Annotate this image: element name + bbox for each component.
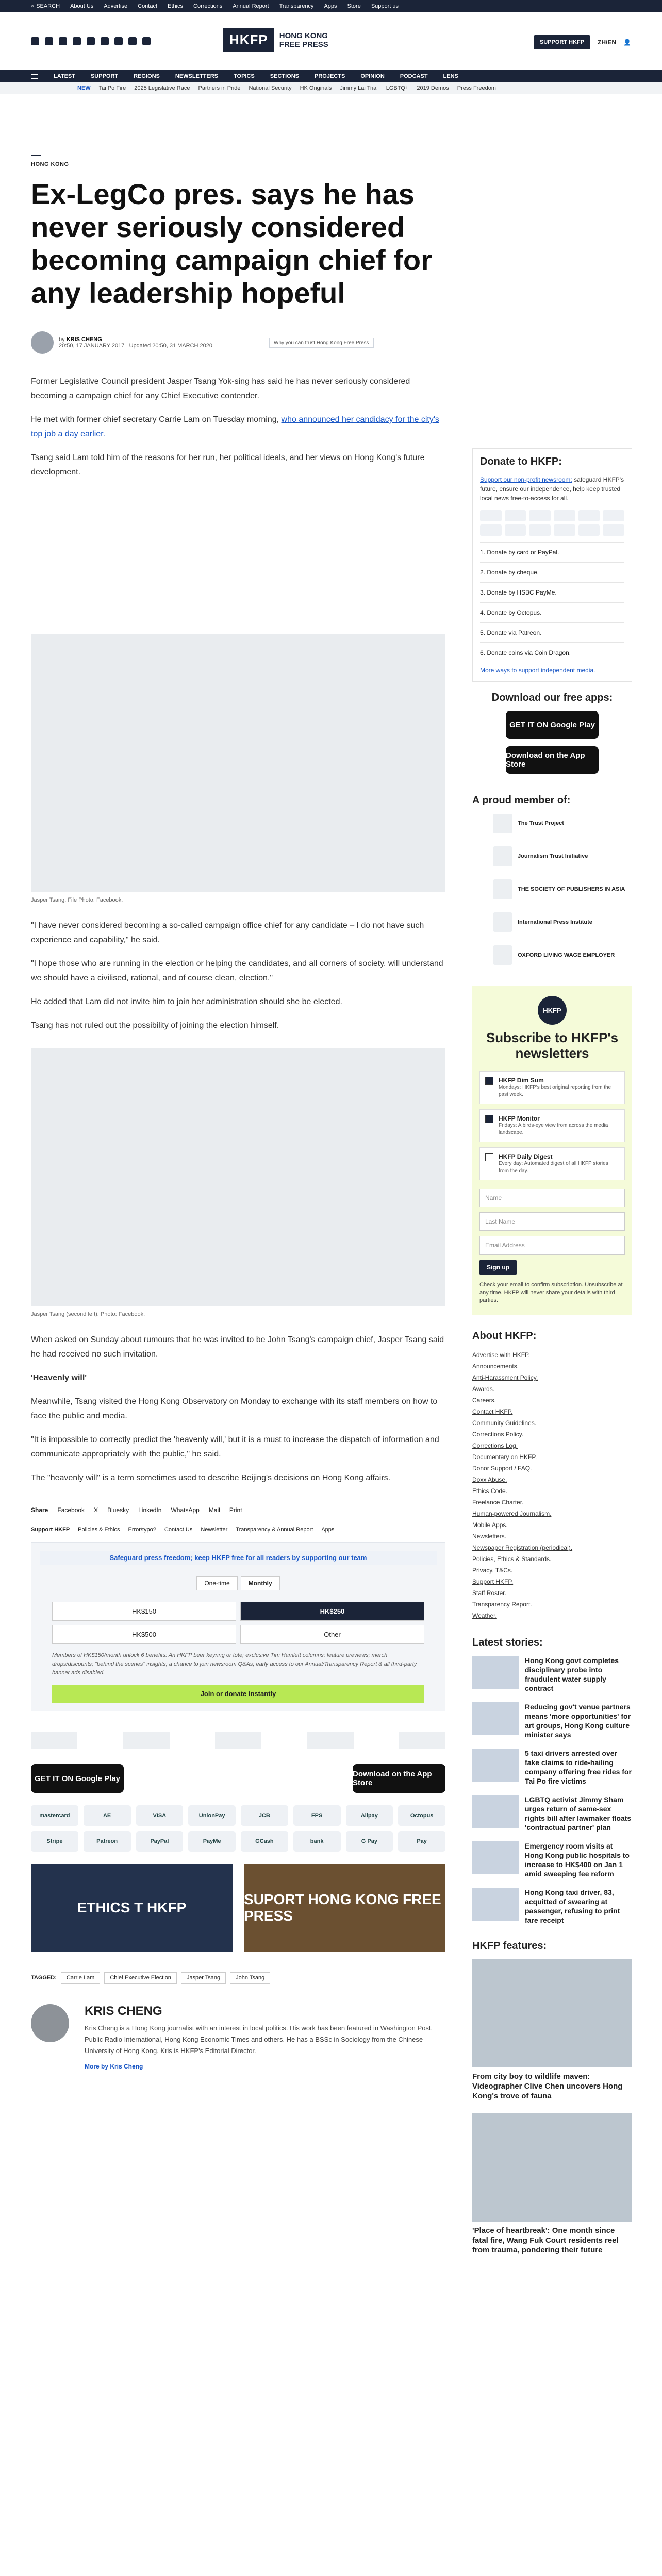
payment-icon[interactable]: PayPal (136, 1831, 184, 1852)
share-bluesky[interactable]: Bluesky (107, 1506, 129, 1514)
paragraph: Tsang said Lam told him of the reasons for her run, her political ideals, and her views on Hong Kong's future development. (31, 453, 425, 477)
tag[interactable]: Chief Executive Election (104, 1972, 177, 1984)
linkedin-icon[interactable] (142, 37, 151, 45)
paragraph: The "heavenly will" is a term sometimes used to describe Beijing's decisions on Hong Kong affairs. (31, 1473, 391, 1482)
payment-icon[interactable]: Patreon (84, 1831, 131, 1852)
nav-item[interactable]: NEWSLETTERS (175, 73, 219, 79)
topbar-link[interactable]: Ethics (168, 3, 184, 9)
social-icons (31, 37, 151, 45)
about-link[interactable]: Weather. (472, 1612, 497, 1619)
share-x[interactable]: X (94, 1506, 98, 1514)
card-icon[interactable] (529, 524, 551, 536)
jti-logo[interactable] (123, 1732, 170, 1749)
nav-item[interactable]: TOPICS (234, 73, 255, 79)
topbar-link[interactable]: Advertise (104, 3, 128, 9)
about-link[interactable]: Human-powered Journalism. (472, 1510, 552, 1517)
topbar-link[interactable]: Annual Report (233, 3, 269, 9)
trending-link[interactable]: Partners in Pride (198, 85, 241, 91)
updated-date: Updated 20:50, 31 MARCH 2020 (129, 343, 213, 349)
donate-option[interactable]: 3. Donate by HSBC PayMe. (480, 582, 624, 602)
member-benefits: Members of HK$150/month unlock 6 benefits: An HKFP beer keyring or tote; exclusive Tim Hamlett columns; feature previews; merch drops/discounts; "behind the scenes" insights; a chance to join newsroom Q&As; early access to our Annual/Transparency Report & all third-party banner ads disabled. (52, 1652, 417, 1676)
about-link[interactable]: Anti-Harassment Policy. (472, 1374, 538, 1381)
story-item[interactable]: Reducing gov't venue partners means 'more opportunities' for art groups, Hong Kong culture minister says (472, 1702, 632, 1739)
about-link[interactable]: Freelance Charter. (472, 1499, 524, 1506)
sidebar-app-buttons (472, 711, 632, 774)
footer-link[interactable]: Error/typo? (128, 1527, 156, 1533)
member-logo[interactable]: Journalism Trust Initiative (493, 846, 588, 866)
share-mail[interactable]: Mail (208, 1506, 220, 1514)
feature-item[interactable]: From city boy to wildlife maven: Videographer Clive Chen uncovers Hong Kong's trove of fauna (472, 1959, 632, 2101)
story-item[interactable]: Hong Kong taxi driver, 83, acquitted of swearing at passenger, refusing to print fare receipt (472, 1888, 632, 1925)
user-icon[interactable]: 👤 (623, 39, 631, 46)
latest-title: Latest stories: (472, 1637, 543, 1648)
amount-option-selected[interactable]: HK$250 (240, 1602, 424, 1621)
footer-link[interactable]: Transparency & Annual Report (236, 1527, 313, 1533)
story-thumb (472, 1795, 519, 1828)
payment-icon[interactable]: Octopus (398, 1805, 445, 1826)
frequency-toggle (40, 1576, 437, 1590)
donate-option[interactable]: 4. Donate by Octopus. (480, 602, 624, 622)
newsletter-option[interactable]: HKFP Daily Digest Every day: Automated digest of all HKFP stories from the day. (479, 1147, 625, 1180)
story-item[interactable]: Hong Kong govt completes disciplinary probe into fraudulent water supply contract (472, 1656, 632, 1693)
trust-note-link[interactable]: Why you can trust Hong Kong Free Press (269, 338, 374, 348)
about-link[interactable]: Careers. (472, 1397, 496, 1404)
about-links (472, 1349, 632, 1621)
nav-item[interactable]: REGIONS (134, 73, 160, 79)
paragraph: Meanwhile, Tsang visited the Hong Kong Observatory on Monday to exchange with its staff members on how to face the public and media. (31, 1397, 438, 1420)
tags-row (31, 1972, 445, 1984)
nav-item[interactable]: SECTIONS (270, 73, 300, 79)
member-logo[interactable]: OXFORD LIVING WAGE EMPLOYER (493, 945, 615, 965)
member-logo[interactable]: The Trust Project (493, 814, 564, 833)
app-store-button[interactable]: Download on the App Store (353, 1764, 445, 1793)
about-link[interactable]: Community Guidelines. (472, 1419, 537, 1427)
paragraph: Tsang has not ruled out the possibility of joining the election himself. (31, 1021, 279, 1030)
donate-option[interactable]: 6. Donate coins via Coin Dragon. (480, 642, 624, 663)
language-toggle[interactable]: ZH/EN (598, 39, 617, 46)
card-icon[interactable] (603, 524, 624, 536)
newsletter-title: Subscribe to HKFP's newsletters (486, 1030, 619, 1061)
sopa-logo[interactable] (215, 1732, 261, 1749)
paragraph: "I have never considered becoming a so-called campaign office chief for any candidate – I do not have such experience and capability," he said. (31, 921, 424, 944)
byline (31, 331, 445, 354)
latest-stories (472, 1656, 632, 1925)
about-link[interactable]: Announcements. (472, 1363, 519, 1370)
trending-link[interactable]: 2025 Legislative Race (134, 85, 190, 91)
search-icon: ⌕ (31, 3, 35, 9)
card-icon[interactable] (578, 510, 600, 521)
payment-icon[interactable]: mastercard (31, 1805, 78, 1826)
facebook-icon[interactable] (45, 37, 53, 45)
sidebar (472, 448, 632, 2267)
feature-image (472, 1959, 632, 2067)
payment-icon[interactable]: bank (293, 1831, 341, 1852)
footer-link[interactable]: Policies & Ethics (78, 1527, 120, 1533)
topbar-link[interactable]: Support us (371, 3, 399, 9)
freq-monthly[interactable]: Monthly (241, 1576, 280, 1590)
payment-icon[interactable]: G Pay (346, 1831, 393, 1852)
member-logo[interactable]: THE SOCIETY OF PUBLISHERS IN ASIA (493, 879, 625, 899)
more-ways-link[interactable]: More ways to support independent media. (480, 667, 595, 674)
about-link[interactable]: Ethics Code. (472, 1487, 508, 1495)
share-bar (31, 1501, 445, 1519)
trending-link[interactable]: Tai Po Fire (98, 85, 126, 91)
tags-label: TAGGED: (31, 1975, 57, 1981)
living-wage-logo[interactable] (399, 1732, 445, 1749)
publish-date: 20:50, 17 JANUARY 2017 (59, 343, 125, 349)
top-utility-bar (0, 0, 662, 12)
paragraph: He added that Lam did not invite him to join her administration should she be elected. (31, 997, 342, 1006)
menu-icon[interactable] (31, 74, 38, 79)
share-linkedin[interactable]: LinkedIn (138, 1506, 162, 1514)
subheading: 'Heavenly will' (31, 1374, 87, 1382)
ethics-banner[interactable]: ETHICS T HKFP (31, 1864, 233, 1952)
about-link[interactable]: Corrections Policy. (472, 1431, 524, 1438)
donate-card-icons (480, 510, 624, 536)
about-link[interactable]: Support HKFP. (472, 1578, 514, 1585)
payment-icon[interactable]: VISA (136, 1805, 184, 1826)
payment-icon[interactable]: Stripe (31, 1831, 78, 1852)
trending-link[interactable]: 2019 Demos (417, 85, 449, 91)
trending-link[interactable]: Press Freedom (457, 85, 496, 91)
donate-options (480, 542, 624, 663)
about-title: About HKFP: (472, 1330, 537, 1342)
checkbox[interactable] (485, 1153, 493, 1161)
about-link[interactable]: Newspaper Registration (periodical). (472, 1544, 573, 1551)
card-icon[interactable] (480, 510, 502, 521)
join-donate-button[interactable]: Join or donate instantly (52, 1685, 424, 1703)
article-photo (31, 634, 445, 892)
hkfp-badge: HKFP (538, 996, 567, 1025)
story-item[interactable]: Emergency room visits at Hong Kong public hospitals to increase to HK$400 on Jan 1 amid sweeping fee reform (472, 1841, 632, 1878)
author-photo (31, 2004, 69, 2042)
support-banner[interactable]: SUPORT HONG KONG FREE PRESS (244, 1864, 445, 1952)
paragraph: "I hope those who are running in the election or helping the candidates, and all corners of society, will understand we should have a civilised, rational, and of course clean, election." (31, 959, 443, 982)
share-facebook[interactable]: Facebook (57, 1506, 85, 1514)
nav-item[interactable]: OPINION (360, 73, 385, 79)
about-link[interactable]: Staff Roster. (472, 1589, 506, 1597)
payment-icon[interactable]: AE (84, 1805, 131, 1826)
features-title: HKFP features: (472, 1940, 547, 1952)
topbar-link[interactable]: Apps (324, 3, 337, 9)
nav-item[interactable]: LATEST (54, 73, 75, 79)
donate-widget: Donate to HKFP: Support our non-profit newsroom: safeguard HKFP's future, ensure our independence, help keep trusted local news free-to-access for all. 1. Donate by card or PayPal. 2. Donate by cheque. 3. Donate by HSBC PayMe. 4. Donate by Octopus. 5. Donate via Patreon. 6. Donate coins via Coin Dragon. More ways to support independent media. (472, 448, 632, 682)
paragraph: Former Legislative Council president Jasper Tsang Yok-sing has said he has never seriously considered becoming a campaign chief for any Chief Executive contender. (31, 377, 410, 400)
payment-icon[interactable]: PayMe (188, 1831, 236, 1852)
tag[interactable]: Carrie Lam (61, 1972, 100, 1984)
payment-icon[interactable]: UnionPay (188, 1805, 236, 1826)
payment-icon[interactable]: Pay (398, 1831, 445, 1852)
signup-button[interactable]: Sign up (479, 1260, 517, 1275)
site-logo[interactable]: HKFP HONG KONG FREE PRESS (223, 28, 328, 52)
about-link[interactable]: Contact HKFP. (472, 1408, 513, 1415)
ipi-logo[interactable] (307, 1732, 354, 1749)
about-link[interactable]: Advertise with HKFP. (472, 1351, 530, 1359)
app-store-button[interactable]: Download on the App Store (506, 746, 599, 774)
article-footer-links (31, 1527, 445, 1533)
card-icon[interactable] (554, 524, 575, 536)
topbar-link[interactable]: Contact (138, 3, 158, 9)
share-label: Share (31, 1506, 48, 1514)
site-header (0, 12, 662, 70)
freq-one-time[interactable]: One-time (196, 1576, 237, 1590)
share-whatsapp[interactable]: WhatsApp (171, 1506, 200, 1514)
search-button[interactable]: ⌕ SEARCH (31, 3, 60, 9)
amount-option[interactable]: HK$150 (52, 1602, 236, 1621)
app-buttons (31, 1764, 445, 1793)
checkbox[interactable] (485, 1077, 493, 1085)
about-link[interactable]: Policies, Ethics & Standards. (472, 1555, 552, 1563)
google-play-button[interactable]: GET IT ON Google Play (31, 1764, 124, 1793)
payment-icon[interactable]: FPS (293, 1805, 341, 1826)
about-link[interactable]: Transparency Report. (472, 1601, 532, 1608)
photo-caption: Jasper Tsang (second left). Photo: Facebook. (31, 1311, 145, 1317)
threads-icon[interactable] (73, 37, 81, 45)
feature-image (472, 2113, 632, 2222)
paragraph: He met with former chief secretary Carrie Lam on Tuesday morning, who announced her candidacy for the city's top job a day earlier. (31, 415, 439, 438)
article-category[interactable]: HONG KONG (31, 161, 69, 167)
trust-project-logo[interactable] (31, 1732, 77, 1749)
about-link[interactable]: Privacy, T&Cs. (472, 1567, 513, 1574)
card-icon[interactable] (505, 524, 526, 536)
card-icon[interactable] (529, 510, 551, 521)
author-bio: Kris Cheng is a Hong Kong journalist with an interest in local politics. His work has been featured in Washington Post, Public Radio International, Hong Kong Economic Times and others. He has a BSSc in Sociology from the Chinese University of Hong Kong. Kris is HKFP's Editorial Director. (85, 2024, 433, 2055)
footer-link[interactable]: Newsletter (201, 1527, 228, 1533)
article (31, 155, 445, 2070)
newsletter-note: Check your email to confirm subscription. Unsubscribe at any time. HKFP will never share your details with third parties. (479, 1282, 623, 1303)
author-link[interactable]: KRIS CHENG (66, 336, 102, 343)
payment-icon[interactable]: GCash (241, 1831, 288, 1852)
logo-line-1: HONG KONG (279, 31, 328, 40)
name-input[interactable]: Name (479, 1189, 625, 1207)
card-icon[interactable] (554, 510, 575, 521)
youtube-icon[interactable] (114, 37, 123, 45)
story-thumb (472, 1841, 519, 1874)
more-by-author-link[interactable]: More by Kris Cheng (85, 2063, 143, 2070)
amount-option[interactable]: HK$500 (52, 1625, 236, 1644)
trending-link[interactable]: HK Originals (300, 85, 332, 91)
about-link[interactable]: Donor Support / FAQ. (472, 1465, 532, 1472)
story-item[interactable]: LGBTQ activist Jimmy Sham urges return of same-sex rights bill after lawmaker floats 'contractual partner' plan (472, 1795, 632, 1832)
avatar (31, 331, 54, 354)
amount-options (40, 1602, 437, 1644)
footer-link[interactable]: Apps (321, 1527, 335, 1533)
author-name[interactable]: KRIS CHENG (85, 2004, 162, 2018)
logo-line-2: FREE PRESS (279, 40, 328, 49)
feature-item[interactable]: 'Place of heartbreak': One month since fatal fire, Wang Fuk Court residents reel from trauma, pondering their future (472, 2113, 632, 2255)
member-title: A proud member of: (472, 794, 571, 806)
twitter-icon[interactable] (31, 37, 39, 45)
about-link[interactable]: Mobile Apps. (472, 1521, 508, 1529)
about-link[interactable]: Doxx Abuse. (472, 1476, 507, 1483)
article-photo (31, 1048, 445, 1306)
bluesky-icon[interactable] (87, 37, 95, 45)
topbar-link[interactable]: About Us (70, 3, 94, 9)
author-box (31, 2004, 445, 2070)
member-logos-row (31, 1732, 445, 1749)
nav-item[interactable]: SUPPORT (90, 73, 119, 79)
about-link[interactable]: Newsletters. (472, 1533, 507, 1540)
about-link[interactable]: Awards. (472, 1385, 495, 1393)
topbar-link[interactable]: Transparency (279, 3, 314, 9)
story-thumb (472, 1656, 519, 1689)
article-body (31, 375, 445, 1485)
trending-link[interactable]: LGBTQ+ (386, 85, 409, 91)
about-link[interactable]: Corrections Log. (472, 1442, 518, 1449)
rss-icon[interactable] (128, 37, 137, 45)
category-rule (31, 155, 41, 156)
story-thumb (472, 1749, 519, 1782)
tag[interactable]: Jasper Tsang (181, 1972, 226, 1984)
support-hkfp-button[interactable]: SUPPORT HKFP (534, 35, 590, 49)
inline-link[interactable]: who announced her candidacy for the city's top job a day earlier. (31, 415, 439, 438)
story-thumb (472, 1888, 519, 1921)
donate-option[interactable]: 1. Donate by card or PayPal. (480, 542, 624, 562)
newsletter-option[interactable]: HKFP Dim Sum Mondays: HKFP's best original reporting from the past week. (479, 1071, 625, 1104)
footer-link[interactable]: Contact Us (164, 1527, 193, 1533)
donate-headline[interactable]: Safeguard press freedom; keep HKFP free for all readers by supporting our team (40, 1551, 437, 1565)
story-item[interactable]: 5 taxi drivers arrested over fake claims to ride-hailing company offering free rides for Tai Po fire victims (472, 1749, 632, 1786)
trending-bar (0, 82, 662, 94)
donate-box (31, 1542, 445, 1711)
nav-item[interactable]: LENS (443, 73, 458, 79)
card-icon[interactable] (578, 524, 600, 536)
instagram-icon[interactable] (59, 37, 67, 45)
promo-banners (31, 1864, 445, 1952)
share-print[interactable]: Print (229, 1506, 242, 1514)
member-logo[interactable]: International Press Institute (493, 912, 592, 932)
newsletter-widget (472, 986, 632, 1315)
trending-link[interactable]: Jimmy Lai Trial (340, 85, 378, 91)
google-play-button[interactable]: GET IT ON Google Play (506, 711, 599, 739)
paragraph: When asked on Sunday about rumours that he was invited to be John Tsang's campaign chief, Jasper Tsang said he had received no such invitation. (31, 1335, 444, 1359)
paragraph: "It is impossible to correctly predict the 'heavenly will,' but it is a must to increase the dispatch of information and communicate appropriately with the public," he said. (31, 1435, 439, 1459)
email-input[interactable]: Email Address (479, 1236, 625, 1255)
nav-item[interactable]: PODCAST (400, 73, 428, 79)
donate-title: Donate to HKFP: (480, 456, 562, 467)
trending-link[interactable]: National Security (249, 85, 292, 91)
payment-icon[interactable]: JCB (241, 1805, 288, 1826)
last-name-input[interactable]: Last Name (479, 1212, 625, 1231)
apps-title: Download our free apps: (491, 692, 613, 703)
photo-caption: Jasper Tsang. File Photo: Facebook. (31, 897, 123, 903)
new-badge: NEW (77, 85, 91, 91)
checkbox[interactable] (485, 1115, 493, 1123)
newsletter-option[interactable]: HKFP Monitor Fridays: A birds-eye view from across the media landscape. (479, 1109, 625, 1142)
amount-option[interactable]: Other (240, 1625, 424, 1644)
topbar-link[interactable]: Corrections (193, 3, 223, 9)
donate-option[interactable]: 5. Donate via Patreon. (480, 622, 624, 642)
by-label: by (59, 336, 65, 343)
topbar-link[interactable]: Store (347, 3, 361, 9)
main-nav (0, 70, 662, 82)
card-icon[interactable] (480, 524, 502, 536)
donate-option[interactable]: 2. Donate by cheque. (480, 562, 624, 582)
payment-methods (31, 1805, 445, 1852)
card-icon[interactable] (505, 510, 526, 521)
nav-item[interactable]: PROJECTS (315, 73, 345, 79)
payment-icon[interactable]: Alipay (346, 1805, 393, 1826)
article-title: Ex-LegCo pres. says he has never seriously considered becoming campaign chief for any leadership hopeful (31, 178, 432, 309)
member-logos (472, 814, 632, 965)
footer-link[interactable]: Support HKFP (31, 1527, 70, 1533)
mastodon-icon[interactable] (101, 37, 109, 45)
card-icon[interactable] (603, 510, 624, 521)
donate-link[interactable]: Support our non-profit newsroom: (480, 476, 572, 483)
about-link[interactable]: Documentary on HKFP. (472, 1453, 537, 1461)
story-thumb (472, 1702, 519, 1735)
tag[interactable]: John Tsang (230, 1972, 270, 1984)
